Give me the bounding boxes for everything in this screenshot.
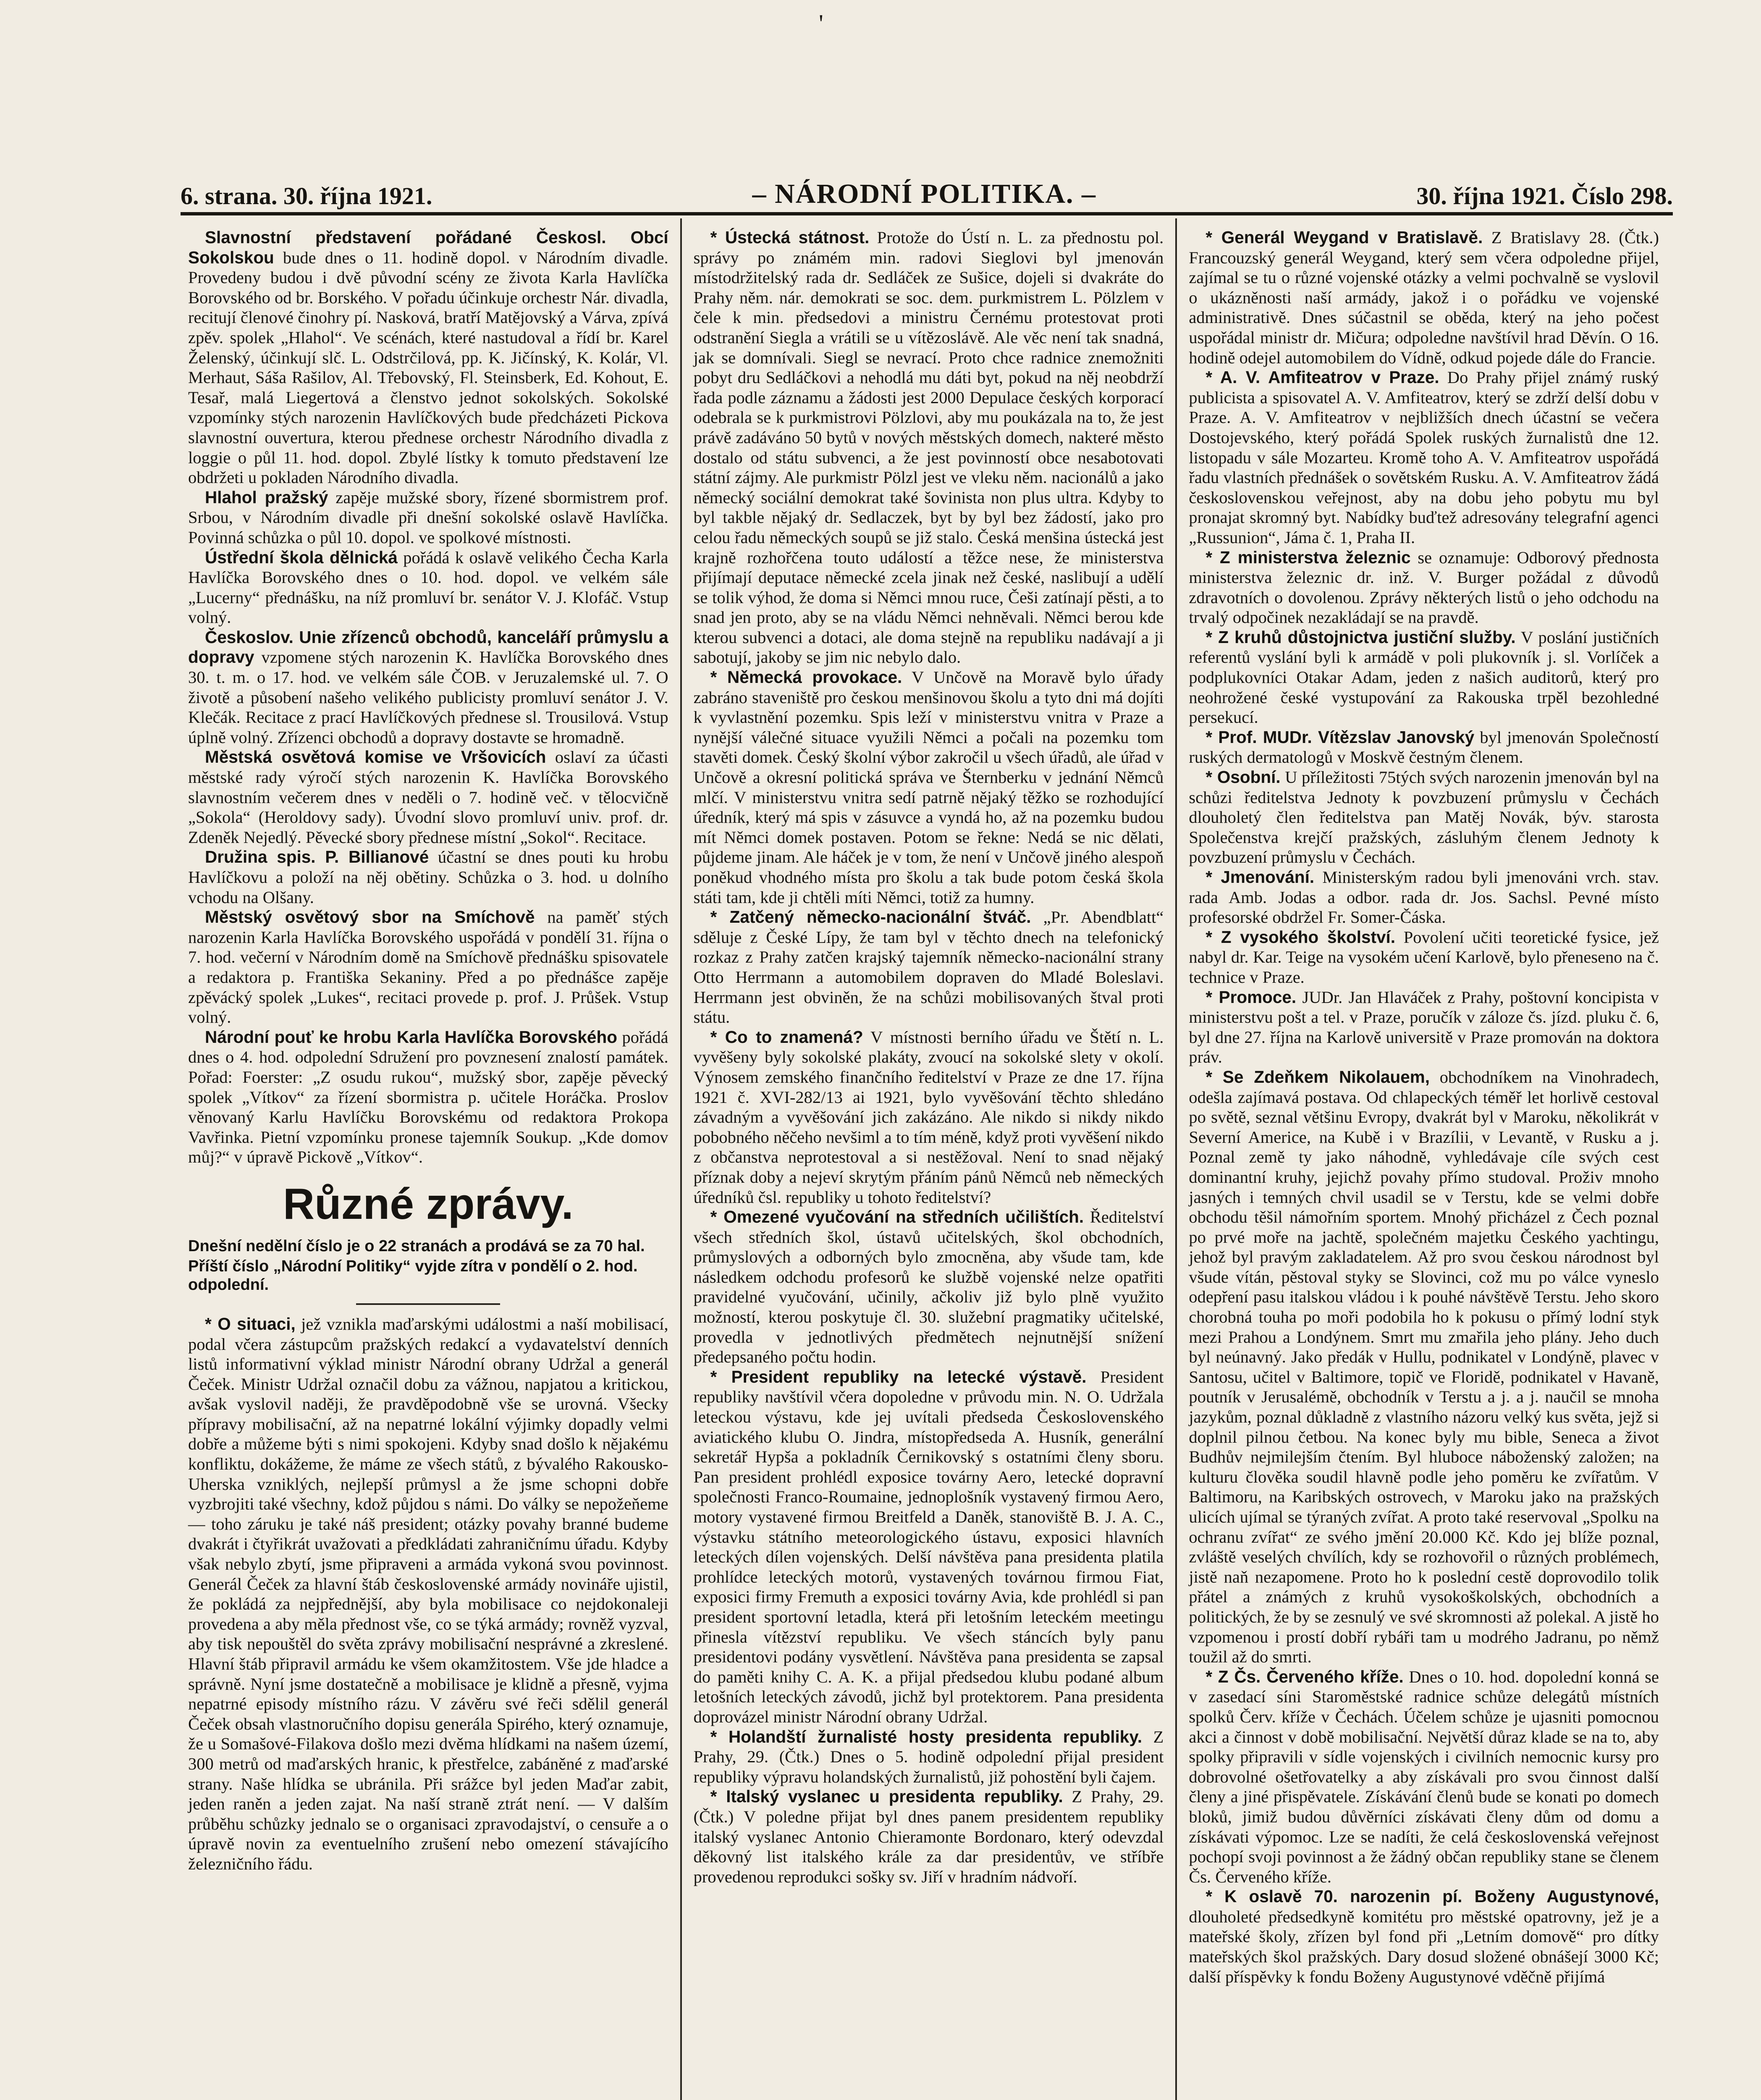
paragraph-text: zapěje mužské sbory, řízené sbormistrem prof. Srbou, v Národním divadle při dnešní sokolské oslavě Havlíčka. Povinná schůzka o půl 10. dopol. ve spolkové místnosti. bbox=[188, 488, 668, 547]
news-paragraph bbox=[694, 228, 1164, 667]
paragraph-text: se oznamuje: Odborový přednosta ministerstva železnic dr. inž. V. Burger požádal z důvodů zdravotních o dovolenou. Zprávy některých listů o jeho odchodu na trvalý odpočinek nezakládají se na pravdě. bbox=[1189, 548, 1659, 627]
news-paragraph bbox=[188, 627, 668, 748]
paragraph-text: U příležitosti 75tých svých narozenin jmenován byl na schůzi ředitelstva Jednoty k povzbuzení průmyslu v Čechách dlouholetý člen ředitelstva pan Matěj Novák, býv. starosta Společenstva krejčí pražských, zásluhým členem Jednoty k povzbuzení průmyslu v Čechách. bbox=[1189, 768, 1659, 867]
paragraph-lead: * Omezené vyučování na středních učilištích. bbox=[710, 1207, 1084, 1227]
paragraph-lead: * Italský vyslanec u presidenta republiky. bbox=[710, 1787, 1063, 1806]
paragraph-lead: * Osobní. bbox=[1205, 767, 1281, 787]
column-3-news bbox=[1189, 228, 1659, 1987]
paragraph-lead: * Holandští žurnalisté hosty presidenta republiky. bbox=[710, 1727, 1143, 1746]
paragraph-lead: Národní pouť ke hrobu Karla Havlíčka Borovského bbox=[205, 1027, 617, 1047]
news-paragraph bbox=[188, 847, 668, 907]
column-2-news bbox=[694, 228, 1164, 1887]
paragraph-lead: * Se Zdeňkem Nikolauem, bbox=[1205, 1067, 1430, 1087]
news-paragraph bbox=[1189, 1667, 1659, 1887]
paragraph-text: V poslání justičních referentů vyslání byli k armádě v poli plukovník j. sl. Vorlíček a podplukovníci Otakar Adam, jeden z našich auditorů, který pro neohrožené české vystupování za Rakouska trpěl bezohledné persekucí. bbox=[1189, 627, 1659, 727]
paragraph-text: vzpomene stých narozenin K. Havlíčka Borovského dnes 30. t. m. o 17. hod. ve velkém sále ČOB. v Jeruzalemské ul. 7. O životě a působení našeho velikého publicisty promluví senátor J. V. Klečák. Recitace z prací Havlíčkových přednese sl. Trousilová. Vstup úplně volný. Zřízenci obchodů a dopravy dostavte se hromadně. bbox=[188, 648, 668, 747]
paragraph-text: Z Prahy, 29. (Čtk.) Dnes o 5. hodině odpolední přijal president republiky výpravu holandských žurnalistů, již pohostění byli čajem. bbox=[693, 1727, 1164, 1786]
paragraph-lead: * Z kruhů důstojnictva justiční služby. bbox=[1205, 627, 1516, 647]
issue-note-1: Dnešní nedělní číslo je o 22 stranách a prodává se za 70 hal. bbox=[188, 1237, 645, 1255]
news-paragraph bbox=[694, 907, 1164, 1027]
paragraph-lead: * Ústecká státnost. bbox=[710, 228, 870, 247]
paragraph-lead: * Z vysokého školství. bbox=[1205, 927, 1396, 947]
news-paragraph bbox=[188, 747, 668, 847]
column-1 bbox=[185, 218, 680, 2100]
paragraph-text: Do Prahy přijel známý ruský publicista a spisovatel A. V. Amfiteatrov, který se zdrží delší dobu v Praze. A. V. Amfiteatrov v nejbližších dnech účastní se večera Dostojevského, který pořádá Spolek ruských žurnalistů dne 12. listopadu v sále Mozarteu. Kromě toho A. V. Amfiteatrov uspořádá řadu vlastních přednášek o sovětském Rusku. A. V. Amfiteatrov žádá československou veřejnost, aby na dobu jeho pobytu mu byl pronajat skromný byt. Nabídky buďtež adresovány telegrafní agenci „Russunion“, Jáma č. 1, Praha II. bbox=[1189, 368, 1659, 547]
news-paragraph bbox=[694, 1207, 1164, 1367]
paragraph-text: obchodníkem na Vinohradech, odešla zajímavá postava. Od chlapeckých téměř let horlivě cestoval po světě, seznal většinu Evropy, dvakrát byl v Maroku, několikrát v Severní Americe, na Kubě i v Brazílii, v Levantě, v Rusku a j. Poznal země ty jako náhodně, vyhledávaje cíle svých cest dominantní kruhy, jejichž povahy přímo studoval. Proživ mnoho jasných i temných chvil usadil se v Terstu, kde se velmi dobře obchodu těšil námořním sportem. Mnohý přicházel z Čech poznal po prvé moře na jachtě, společném majetku Českého yachtingu, jehož byl pravým zakladatelem. Až pro svou českou národnost byl všude vítán, pěstoval styky se Slovinci, což mu po válce vyneslo odepření pasu italskou vládou i k pouhé návštěvě Terstu. Jeho skoro chorobná touha po moři podobila ho k pokusu o přímý lodní styk mezi Prahou a Londýnem. Smrt mu zmařila jeho plány. Jeho duch byl neúnavný. Jako předák v Hullu, podnikatel v Londýně, plavec v Santosu, učitel v Baltimore, topič ve Floridě, podnikatel v Havaně, poutník v Jerusalémě, obchodník v Terstu a j. a j. naučil se mnoha jazykům, poznal důkladně z vlastního názoru velký kus světa, jejž si doplnil pilnou četbou. Na konec byly mu bible, Seneca a život Budhův nejmilejším čtením. Byl hluboce náboženský založen; na kulturu člověka soudil hlavně podle jeho poměru ke zvířatům. V Baltimoru, na Karibských ostrovech, v Maroku jako na pražských ulicích ujímal se týraných zvířat. A proto také reservoval „Spolku na ochranu zvířat“ ze svého jmění 20.000 Kč. Kdo jej blíže poznal, zvláště veselých chvílích, kdy se rozhovořil o různých problémech, jistě naň nezapomene. Proto ho k poslední cestě doprovodilo tolik přátel a známých z kruhů vysokoškolských, obchodních a politických, že by se zesnulý ve své skromnosti až polekal. A jistě ho vzpomenou i prostí dobří rybáři tam u modrého Jadranu, po němž toužil až do smrti. bbox=[1189, 1067, 1659, 1667]
paragraph-lead: * Prof. MUDr. Vítězslav Janovský bbox=[1205, 727, 1475, 747]
paragraph-lead: * Jmenování. bbox=[1205, 867, 1315, 887]
news-paragraph bbox=[1189, 228, 1659, 368]
paragraph-text: pořádá dnes o 4. hod. odpolední Sdružení pro povznesení znalostí památek. Pořad: Foerster: „Z osudu rukou“, mužský sbor, zapěje pěvecký spolek „Vítkov“ za řízení sbormistra p. učitele Horáčka. Proslov věnovaný Karlu Havlíčku Borovskému od redaktora Prokopa Vavřinka. Pietní vzpomínku pronese tajemník Soukup. „Kde domov můj?“ v úpravě Pickově „Vítkov“. bbox=[188, 1027, 668, 1167]
news-paragraph bbox=[188, 488, 668, 548]
news-paragraph bbox=[1189, 987, 1659, 1067]
paragraph-lead: * President republiky na letecké výstavě. bbox=[710, 1367, 1087, 1386]
divider bbox=[356, 1303, 500, 1305]
paragraph-text: jež vznikla maďarskými událostmi a naší mobilisací, podal včera zástupcům pražských redakcí a vydavatelství denních listů informativní výklad ministr Národní obrany Udržal a generál Čeček. Ministr Udržal označil dobu za vážnou, napjatou a kritickou, avšak vyslovil naději, že pravděpodobně vše se urovná. Všecky přípravy mobilisační, až na nepatrné lokální výjimky dopadly velmi dobře a můžeme býti s nimi spokojeni. Kdyby snad došlo k nějakému konfliktu, dokážeme, že máme ze všech států, z bývalého Rakousko-Uherska vzniklých, nejlepší průmysl a že jsme schopni dobře vyzbrojiti také všechny, kdož půjdou s námi. Do války se nepožeňeme — toho záruku je také náš president; otázky povahy branné budeme dvakrát i čtyřikrát uvažovati a předkládati zahraničnímu úřadu. Kdyby však nebylo zbytí, jsme připraveni a armáda vykoná svou povinnost. Generál Čeček za hlavní štáb československé armády novináře ujistil, že pokládá za nejpřednější, aby byla mobilisace co nejdokonaleji provedena a aby měla přednost vše, co se týká armády; rovněž vyzval, aby tisk nepouštěl do světa zprávy mobilisační nesprávné a zkreslené. Hlavní štáb připravil armádu ke všem okamžitostem. Vše jde hladce a správně. Nyní jsme dostatečně a mobilisace je klidně a přesně, vyjma nepatrné episody místního rázu. V závěru své řeči sdělil generál Čeček obsah vlastnoručního dopisu generála Spirého, který oznamuje, že u Somašové-Filakova došlo mezi dvěma hlídkami na našem území, 300 metrů od maďarských hranic, k přestřelce, zabáněné z maďarské strany. Naše hlídka se ubránila. Při srážce byl jeden Maďar zabit, jeden raněn a jeden zajat. Na naší straně ztrát není. — V dalším průběhu schůzky jednalo se o organisaci zpravodajství, o censuře a o úpravě novin za eventuelního zrušení nebo omezení stávajícího železničního řádu. bbox=[188, 1314, 668, 1873]
paragraph-text: Z Bratislavy 28. (Čtk.) Francouzský generál Weygand, který sem včera odpoledne přijel, zajímal se tu o různé vojenské otázky a velmi pochvalně se vyslovil o ukázněnosti naší armády, jakož i o pořádku ve vojenské administrativě. Dnes súčastnil se oběda, který na jeho počest uspořádal ministr dr. Mičura; odpoledne navštívil hrad Děvín. O 16. hodině odejel automobilem do Vídně, odkud pojede dále do Francie. bbox=[1189, 228, 1659, 367]
article-columns bbox=[185, 218, 1671, 2100]
paragraph-lead: * Z Čs. Červeného kříže. bbox=[1205, 1667, 1404, 1686]
news-paragraph bbox=[694, 667, 1164, 907]
paragraph-text: dlouholeté předsedkyně komitétu pro městské opatrovny, jež je a mateřské školy, zřízen byl fond při „Letním domově“ pro dítky mateřských škol pražských. Dary dosud složené obnášejí 3000 Kč; další příspěvky k fondu Boženy Augustynové vděčně přijímá bbox=[1189, 1907, 1659, 1986]
news-paragraph bbox=[1189, 927, 1659, 987]
paragraph-lead: * A. V. Amfiteatrov v Praze. bbox=[1205, 368, 1439, 387]
paragraph-lead: * Generál Weygand v Bratislavě. bbox=[1205, 228, 1483, 247]
paragraph-lead: Hlahol pražský bbox=[205, 487, 328, 507]
news-paragraph bbox=[188, 228, 668, 488]
paragraph-text: Ředitelství všech středních škol, ústavů učitelských, škol obchodních, průmyslových a odborných bylo zmocněna, aby všude tam, kde následkem odchodu profesorů ke službě vojenské nelze opatřiti pravidelné vyučování, učinily, ačkoliv již bylo plně využito možností, kterou poskytuje čl. 30. služební pragmatiky učitelské, provedla v jednotlivých předmětech nejnutnější snížení předepsaného počtu hodin. bbox=[693, 1208, 1164, 1367]
paragraph-text: účastní se dnes pouti ku hrobu Havlíčkovu a položí na něj obětiny. Schůzka o 3. hod. u dolního vchodu na Olšany. bbox=[188, 848, 668, 907]
paragraph-lead: Městský osvětový sbor na Smíchově bbox=[205, 907, 535, 927]
issue-note-2: Příští číslo „Národní Politiky“ vyjde zítra v pondělí o 2. hod. odpolední. bbox=[188, 1257, 638, 1294]
paragraph-text: V místnosti berního úřadu ve Štětí n. L. vyvěšeny byly sokolské plakáty, zvoucí na sokolské slety v okolí. Výnosem zemského finančního ředitelství v Praze ze dne 17. října 1921 č. XVI-282/13 ai 1921, bylo vyvěšování těchto shledáno závadným a vyvěšování jich zakázáno. Ale nikdo si nikdy nikdo pobobného něčeho nevšiml a to tím méně, když proti vyvěšení nikdo z občanstva neprotestoval a si nestěžoval. Není to snad nějaký příznak doby a nejeví skrytým přáním pánů Němců neb německých úředníků čsl. republiky u tohoto ředitelství? bbox=[693, 1027, 1164, 1207]
paragraph-text: bude dnes o 11. hodině dopol. v Národním divadle. Provedeny budou i dvě původní scény ze života Karla Havlíčka Borovského od br. Borského. V pořadu účinkuje orchestr Nár. divadla, recitují členové činohry pí. Nasková, bratří Matějovský a Várva, zpívá zpěv. spolek „Hlahol“. Ve scénách, které nastudoval a řídí br. Karel Želenský, účinkují slč. L. Odstrčilová, pp. K. Jičínský, K. Kolár, Vl. Merhaut, Sáša Rašilov, Al. Třebovský, Fl. Steinsberk, Ed. Kohout, E. Tesař, malá Liegertová a členstvo jednot sokolských. Sokolské vzpomínky stých narozenin Havlíčkových bude předcházeti Pickova slavnostní ouvertura, kterou přednese orchestr Národního divadla z loggie o půl 11. hod. dopol. Zbylé lístky k tomuto představení lze obdržeti u pokladen Národního divadla. bbox=[188, 248, 668, 487]
header-title: – NÁRODNÍ POLITIKA. – bbox=[752, 178, 1097, 209]
paragraph-text: oslaví za účasti městské rady výročí stých narozenin K. Havlíčka Borovského slavnostním večerem dnes v neděli o 7. hodině več. v tělocvičně „Sokola“ (Heroldovy sady). Úvodní slovo promluví univ. prof. dr. Zdeněk Nejedlý. Pěvecké sbory přednese místní „Sokol“. Recitace. bbox=[188, 748, 668, 847]
news-paragraph bbox=[1189, 867, 1659, 927]
paragraph-text: V Unčově na Moravě bylo úřady zabráno staveniště pro českou menšinovou školu a tyto dni má dojíti k vyvlastnění pozemku. Spis leží v ministerstvu vnitra v Praze a nynější válečné situace využili Němci a počali na pozemku tom stavěti domek. Český školní výbor zakročil u všech úřadů, ale úřad v Unčově a okresní politická správa ve Šternberku v jednání Němců mlčí. V ministerstvu vnitra sedí patrně nějaký těžko se rozhodující úředník, který má spis v zásuvce a vyndá ho, až na pozemku budou mít Němci domek postaven. Potom se řekne: Nedá se nic dělati, půjdeme jinam. Ale háček je v tom, že není v Unčově jiného alespoň poněkud vhodného místa pro školu a tak bude potom česká škola státi tam, kde ji chtěli míti Němci, totiž za humny. bbox=[693, 668, 1164, 907]
news-paragraph bbox=[694, 1367, 1164, 1727]
news-paragraph bbox=[694, 1787, 1164, 1887]
paragraph-lead: Ústřední škola dělnická bbox=[205, 547, 398, 567]
paragraph-lead: Družina spis. P. Billianové bbox=[205, 847, 429, 867]
news-paragraph bbox=[694, 1027, 1164, 1207]
paragraph-text: Protože do Ústí n. L. za přednostu pol. správy po známém min. radovi Sieglovi byl jmenován místodržitelský rada dr. Sedláček ze Sušice, dojeli si dvakráte do Prahy něm. nár. demokrati se soc. dem. purkmistrem L. Pölzlem v čele k min. předsedovi a ministru Černému protestovat proti odstranění Siegla a vrátili se u vítězoslávě. Ale věc není tak snadná, jak se domnívali. Siegl se nevrací. Proto chce radnice znemožniti pobyt dru Sedláčkovi a nehodlá mu dáti byt, pokud na něj neobdrží řada podle záznamu a žádosti jest 2000 Depulace českých korporací odebrala se k purkmistrovi Pölzlovi, aby mu poukázala na to, že jest právě zadáváno 50 bytů v nových městských domech, nakteré město dostalo od státu subvenci, a že jest povinností obce nesabotovati státní zájmy. Ale purkmistr Pölzl jest ve vleku něm. nacionálů a jako německý sociální demokrat také šovinista non plus ultra. Kdyby to byl takble nějaký dr. Sedlaczek, byt by byl bez žádostí, jako pro celou řadu německých soupů se již stalo. Česká menšina ústecká jest krajně rozhořčena touto událostí a těžce nese, že ministerstva přijímají deputace německé zcela jinak než české, naslibují a udělí se tolik výhod, že doma si Němci mnou ruce, Češi zatínají pěsti, a to snad jen proto, aby se na vládu Němci nehněvali. Němci berou kde kterou subvenci a dotaci, ale doma stejně na republiku nadávají a ji sabotují, jakoby se jim nic nebylo dalo. bbox=[693, 228, 1164, 667]
section-title: Různé zprávy. bbox=[283, 1179, 574, 1228]
paragraph-lead: * O situaci, bbox=[205, 1314, 296, 1334]
paragraph-text: Z Prahy, 29. (Čtk.) V poledne přijat byl dnes panem presidentem republiky italský vyslanec Antonio Chieramonte Bordonaro, který odevzdal děkovný list italského krále za dar presidentův, ve stříbře provedenou reprodukci sošky sv. Jiří v hradním nádvoří. bbox=[693, 1787, 1164, 1886]
news-paragraph bbox=[188, 1314, 668, 1874]
paragraph-text: President republiky navštívil včera dopoledne v průvodu min. N. O. Udržala leteckou výstavu, kde jej uvítali předseda Československého aviatického klubu O. Jindra, místopředseda A. Husník, generální sekretář Hypša a pokladník Černikovský s ostatními členy sboru. Pan president prohlédl exposice továrny Aero, letecké dopravní společnosti Franco-Roumaine, jednoplošník vystavený firmou Aero, motory vystavené firmou Breitfeld a Daněk, stanoviště B. J. A. C., výstavku státního meteorologického ústavu, exposici hlavních leteckých dílen vojenských. Delší návštěva pana presidenta platila prohlídce leteckých motorů, vystavených továrnou firmou Fiat, exposici firmy Fremuth a exposici továrny Avia, kde prohlédl si pan president sportovní letadla, která při letošním leteckém meetingu přinesla vítězství republiku. Ve všech stáncích byly panu presidentovi podány vysvětlení. Návštěva pana presidenta se zapsal do paměti knihy C. A. K. a přijal předsedou klubu podané album letošních leteckých závodů, jichž byl protektorem. Pana presidenta doprovázel ministr Národní obrany Udržal. bbox=[693, 1367, 1164, 1726]
column-2 bbox=[680, 218, 1176, 2100]
paragraph-text: pořádá k oslavě velikého Čecha Karla Havlíčka Borovského dnes o 10. hod. dopol. ve velkém sále „Lucerny“ přednášku, na níž promluví br. senátor V. J. Klofáč. Vstup volný. bbox=[188, 548, 668, 627]
news-paragraph bbox=[1189, 727, 1659, 767]
paragraph-lead: * Zatčený německo-nacionální štváč. bbox=[710, 907, 1031, 927]
paragraph-text: „Pr. Abendblatt“ sděluje z České Lípy, že tam byl v těchto dnech na telefonický rozkaz z Prahy zatčen krajský tajemník německo-nacionální strany Otto Herrmann a automobilem dopraven do Mladé Boleslavi. Herrmann jest obviněn, že na schůzi mobilisovaných štval proti státu. bbox=[693, 908, 1164, 1027]
news-paragraph bbox=[188, 548, 668, 627]
news-paragraph bbox=[188, 1027, 668, 1167]
news-paragraph bbox=[1189, 548, 1659, 627]
header-left: 6. strana. 30. října 1921. bbox=[181, 182, 432, 210]
news-paragraph bbox=[1189, 1067, 1659, 1667]
header-rule bbox=[181, 212, 1673, 215]
header-right: 30. října 1921. Číslo 298. bbox=[1416, 182, 1673, 210]
paragraph-lead: * Německá provokace. bbox=[710, 667, 902, 687]
paragraph-text: Dnes o 10. hod. dopolední konná se v zasedací síni Staroměstské radnice schůze delegátů místních spolků Červ. kříže v Čechách. Účelem schůze je ujasniti pomocnou akci a činnost v době mobilisační. Největší důraz klade se na to, aby spolky připravili v sídle vojenských i civilních nemocnic kursy pro dobrovolné ošetřovatelky a aby získávali pro svou činnost další členy a jiné přispěvatele. Získávání členů bude se konati po domech bloků, jimiž budou důvěrníci získávati členy dům od domu a získávati výpomoc. Lze se nadíti, že celá československá veřejnost pochopí svoji povinnost a že žádný občan republiky stane se členem Čs. Červeného kříže. bbox=[1189, 1667, 1659, 1886]
page-header bbox=[181, 164, 1673, 210]
column-3 bbox=[1175, 218, 1671, 2100]
column-1-news bbox=[188, 1314, 668, 1874]
paragraph-lead: * K oslavě 70. narozenin pí. Boženy Augustynové, bbox=[1205, 1887, 1659, 1906]
news-paragraph bbox=[1189, 1887, 1659, 1987]
paragraph-lead: Českoslov. Unie zřízenců obchodů, kanceláří průmyslu a dopravy bbox=[188, 627, 668, 667]
paragraph-lead: Městská osvětová komise ve Vršovicích bbox=[205, 747, 546, 767]
paragraph-lead: * Z ministerstva železnic bbox=[1205, 547, 1411, 567]
paragraph-text: JUDr. Jan Hlaváček z Prahy, poštovní koncipista v ministerstvu pošt a tel. v Praze, poručík v záloze čs. jízd. pluku č. 6, byl dne 27. října na Karlově universitě v Praze promován na doktora práv. bbox=[1189, 987, 1659, 1067]
paragraph-text: Ministerským radou byli jmenováni vrch. stav. rada Amb. Jodas a odbor. rada dr. Jos. Sachsl. Pevné místo profesorské obdržel Fr. Somer-Čáska. bbox=[1189, 868, 1659, 927]
paragraph-lead: Slavnostní představení pořádané Českosl. Obcí Sokolskou bbox=[188, 228, 668, 267]
paragraph-lead: * Promoce. bbox=[1205, 987, 1297, 1007]
column-1-notices bbox=[188, 228, 668, 1167]
scan-mark: ' bbox=[819, 10, 823, 37]
paragraph-text: byl jmenován Společností ruských dermatologů v Moskvě čestným členem. bbox=[1189, 727, 1659, 767]
news-paragraph bbox=[694, 1727, 1164, 1787]
news-paragraph bbox=[188, 907, 668, 1027]
news-paragraph bbox=[1189, 767, 1659, 867]
paragraph-text: na paměť stých narozenin Karla Havlíčka Borovského uspořádá v pondělí 31. října o 7. hod. večerní v Národním domě na Smíchově přednášku spisovatele a redaktora p. Františka Sekaniny. Před a po přednášce zapěje zpěvácký spolek „Lukes“, recitaci provede p. prof. J. Průšek. Vstup volný. bbox=[188, 908, 668, 1027]
paragraph-lead: * Co to znamená? bbox=[710, 1027, 863, 1047]
news-paragraph bbox=[1189, 627, 1659, 727]
news-paragraph bbox=[1189, 368, 1659, 547]
paragraph-text: Povolení učiti teoretické fysice, jež nabyl dr. Kar. Teige na vysokém učení Karlově, bylo přeneseno na č. technice v Praze. bbox=[1189, 927, 1659, 987]
